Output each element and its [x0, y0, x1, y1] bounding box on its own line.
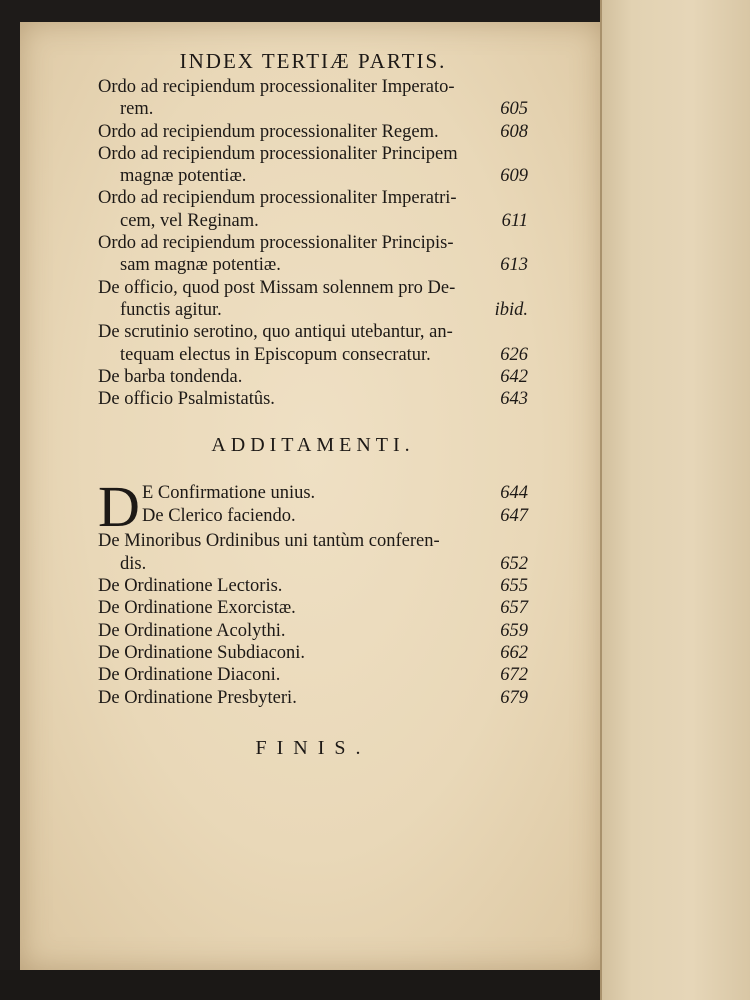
index-entry: [98, 277, 528, 322]
entry-text: De Ordinatione Exorcistæ.: [98, 598, 296, 619]
book-edge-left: [0, 0, 20, 1000]
entry-text: De Minoribus Ordinibus uni tantùm conferen-: [98, 531, 440, 552]
entry-text: functis agitur.: [120, 299, 222, 320]
entry-line: [98, 76, 528, 98]
index-entry: [98, 664, 528, 686]
dropcap-entries: [142, 482, 528, 527]
index-entry: [98, 121, 528, 143]
entry-line: [98, 366, 528, 388]
entry-line: [98, 575, 528, 597]
entry-text: De Ordinatione Acolythi.: [98, 620, 286, 641]
page-number: 647: [500, 505, 528, 526]
index-entry: [98, 575, 528, 597]
index-entry: [98, 321, 528, 366]
entry-text: De barba tondenda.: [98, 366, 243, 387]
facing-page-edge: [600, 0, 750, 1000]
index-entry: [98, 187, 528, 232]
page-number: 609: [500, 166, 528, 187]
entry-text: De Ordinatione Lectoris.: [98, 576, 283, 597]
page-number: 626: [500, 344, 528, 365]
entry-line: [98, 553, 528, 575]
index-text-block: [98, 48, 528, 761]
entry-line: [98, 277, 528, 299]
page-number: 679: [500, 687, 528, 708]
entry-line: [142, 482, 528, 504]
page-number: 657: [500, 598, 528, 619]
entry-line: [98, 620, 528, 642]
index-entry: [98, 366, 528, 388]
dropcap-letter: D: [98, 474, 140, 540]
entry-line: [98, 121, 528, 143]
entry-line: [98, 165, 528, 187]
section-title: ADDITAMENTI.: [211, 434, 415, 457]
page-number: ibid.: [494, 299, 528, 320]
entry-text: dis.: [120, 553, 147, 574]
entry-text: De Clerico faciendo.: [142, 505, 296, 526]
entry-line: [98, 232, 528, 254]
index-entry: [98, 687, 528, 709]
entry-text: tequam electus in Episcopum consecratur.: [120, 344, 431, 365]
entry-line: [98, 210, 528, 232]
entry-text: De scrutinio serotino, quo antiqui utebantur, an-: [98, 322, 453, 343]
entry-text: Ordo ad recipiendum processionaliter Imperato-: [98, 77, 455, 97]
page-number: 672: [500, 665, 528, 686]
index-entries-part1: [98, 76, 528, 410]
page-number: 611: [501, 210, 528, 231]
entry-text: E Confirmatione unius.: [142, 483, 316, 504]
page-number: 643: [500, 389, 528, 410]
entry-text: Ordo ad recipiendum processionaliter Principem: [98, 143, 458, 164]
entry-text: magnæ potentiæ.: [120, 166, 247, 187]
running-head: INDEX TERTIÆ PARTIS.: [179, 49, 447, 73]
entry-line: [98, 642, 528, 664]
index-entries-part2: [98, 530, 528, 708]
page-number: 608: [500, 121, 528, 142]
entry-line: [98, 344, 528, 366]
entry-text: De Ordinatione Subdiaconi.: [98, 642, 306, 663]
entry-line: [98, 530, 528, 552]
finis: FINIS.: [255, 736, 371, 759]
entry-line: [98, 98, 528, 120]
entry-line: [98, 664, 528, 686]
index-entry: [98, 597, 528, 619]
entry-text: De Ordinatione Presbyteri.: [98, 687, 297, 708]
index-entry: [98, 76, 528, 121]
entry-line: [98, 143, 528, 165]
entry-line: [98, 687, 528, 709]
entry-line: [98, 321, 528, 343]
page-number: 662: [500, 642, 528, 663]
entry-text: De officio, quod post Missam solennem pro De-: [98, 277, 456, 298]
entry-text: De officio Psalmistatûs.: [98, 389, 275, 410]
book-edge-top: [0, 0, 600, 22]
entry-line: [98, 299, 528, 321]
book-edge-bottom: [0, 970, 600, 1000]
page-number: 652: [500, 553, 528, 574]
index-entry: [98, 642, 528, 664]
entry-text: sam magnæ potentiæ.: [120, 255, 281, 276]
page-number: 642: [500, 366, 528, 387]
page-number: 659: [500, 620, 528, 641]
index-entry: [98, 388, 528, 410]
page-number: 655: [500, 576, 528, 597]
entry-line: [142, 505, 528, 527]
entry-line: [98, 254, 528, 276]
entry-text: Ordo ad recipiendum processionaliter Regem.: [98, 121, 439, 142]
index-entry: [98, 620, 528, 642]
page-number: 605: [500, 99, 528, 120]
entry-text: rem.: [120, 99, 154, 120]
entry-text: De Ordinatione Diaconi.: [98, 665, 281, 686]
page-number: 613: [500, 255, 528, 276]
entry-text: cem, vel Reginam.: [120, 210, 259, 231]
index-entry: [98, 232, 528, 277]
entry-text: Ordo ad recipiendum processionaliter Principis-: [98, 233, 454, 254]
entry-line: [98, 187, 528, 209]
dropcap-block: [98, 474, 528, 540]
entry-text: Ordo ad recipiendum processionaliter Imperatri-: [98, 188, 457, 209]
page-number: 644: [500, 483, 528, 504]
index-entry: [98, 143, 528, 188]
entry-line: [98, 597, 528, 619]
index-entry: [98, 530, 528, 575]
entry-line: [98, 388, 528, 410]
